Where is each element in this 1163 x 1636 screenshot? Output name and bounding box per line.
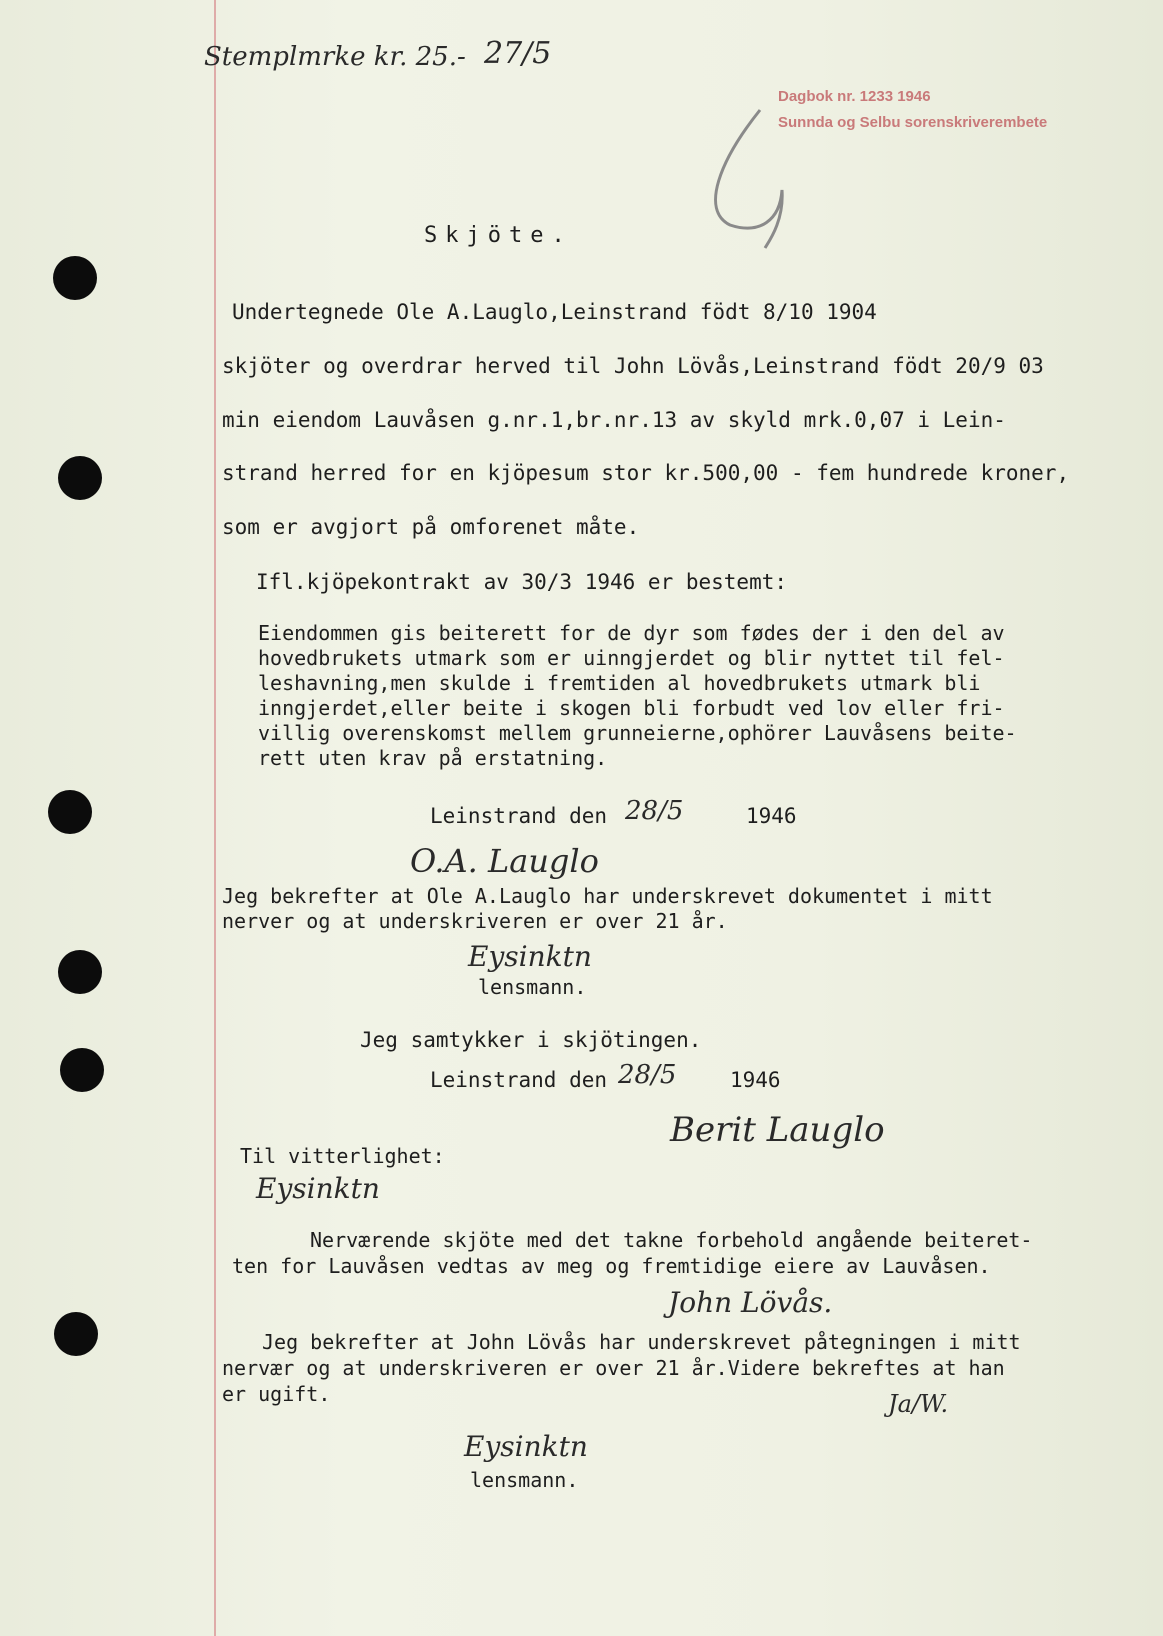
paragraph-line: som er avgjort på omforenet måte.	[222, 515, 640, 539]
signature-berit-lauglo: Berit Lauglo	[670, 1110, 885, 1150]
contract-line: Eiendommen gis beiterett for de dyr som fødes der i den del av	[258, 621, 1005, 645]
paragraph-line: min eiendom Lauvåsen g.nr.1,br.nr.13 av skyld mrk.0,07 i Lein-	[222, 408, 1006, 432]
punch-hole	[53, 256, 97, 300]
initials: Ja/W.	[888, 1390, 949, 1418]
lensmann-signature: Eysinktn	[468, 940, 592, 973]
lensmann-label: lensmann.	[478, 975, 587, 999]
paragraph-line: strand herred for en kjöpesum stor kr.500,00 - fem hundrede kroner,	[222, 461, 1070, 485]
stamp-line-1: Dagbok nr. 1233 1946	[778, 88, 931, 105]
witness-signature: Eysinktn	[256, 1172, 380, 1205]
contract-line: rett uten krav på erstatning.	[258, 746, 608, 770]
punch-hole	[58, 456, 102, 500]
paragraph-line: Undertegnede Ole A.Lauglo,Leinstrand födt 8/10 1904	[232, 300, 877, 324]
punch-hole	[48, 790, 92, 834]
punch-hole	[60, 1048, 104, 1092]
witness-label: Til vitterlighet:	[240, 1144, 445, 1168]
contract-intro: Ifl.kjöpekontrakt av 30/3 1946 er bestemt:	[256, 570, 788, 594]
confirmation-line: nervær og at underskriveren er over 21 år.Videre bekreftes at han	[222, 1356, 1005, 1380]
place-date-prefix: Leinstrand den	[430, 1068, 608, 1092]
punch-hole	[58, 950, 102, 994]
punch-hole	[54, 1312, 98, 1356]
confirmation-line: Jeg bekrefter at John Lövås har underskrevet påtegningen i mitt	[262, 1330, 1021, 1354]
place-date-year: 1946	[746, 804, 797, 828]
contract-line: hovedbrukets utmark som er uinngjerdet og blir nyttet til fel-	[258, 646, 1005, 670]
header-date: 27/5	[484, 36, 552, 71]
acceptance-line: Nerværende skjöte med det takne forbehold angående beiteret-	[310, 1228, 1033, 1252]
document-title: Skjöte.	[424, 223, 573, 248]
lensmann-signature: Eysinktn	[464, 1430, 588, 1463]
handwritten-date: 28/5	[625, 796, 684, 826]
consent-text: Jeg samtykker i skjötingen.	[360, 1028, 702, 1052]
stamp-fee-note: Stemplmrke kr. 25.-	[204, 42, 466, 72]
contract-line: leshavning,men skulde i fremtiden al hovedbrukets utmark bli	[258, 671, 981, 695]
place-date-year: 1946	[730, 1068, 781, 1092]
confirmation-line: nerver og at underskriveren er over 21 år.	[222, 909, 728, 933]
contract-line: villig overenskomst mellem grunneierne,ophörer Lauvåsens beite-	[258, 721, 1017, 745]
pencil-mark	[700, 100, 840, 250]
place-date-prefix: Leinstrand den	[430, 804, 608, 828]
margin-line	[214, 0, 216, 1636]
confirmation-line: Jeg bekrefter at Ole A.Lauglo har underskrevet dokumentet i mitt	[222, 884, 993, 908]
contract-line: inngjerdet,eller beite i skogen bli forbudt ved lov eller fri-	[258, 696, 1005, 720]
handwritten-date: 28/5	[618, 1060, 677, 1090]
acceptance-line: ten for Lauvåsen vedtas av meg og fremtidige eiere av Lauvåsen.	[232, 1254, 991, 1278]
signature-ole-lauglo: O.A. Lauglo	[410, 842, 599, 880]
stamp-line-2: Sunnda og Selbu sorenskriverembete	[778, 114, 1048, 131]
confirmation-line: er ugift.	[222, 1382, 331, 1406]
signature-john-lovas: John Lövås.	[668, 1286, 833, 1319]
lensmann-label: lensmann.	[470, 1468, 579, 1492]
paragraph-line: skjöter og overdrar herved til John Lövås,Leinstrand födt 20/9 03	[222, 354, 1044, 378]
